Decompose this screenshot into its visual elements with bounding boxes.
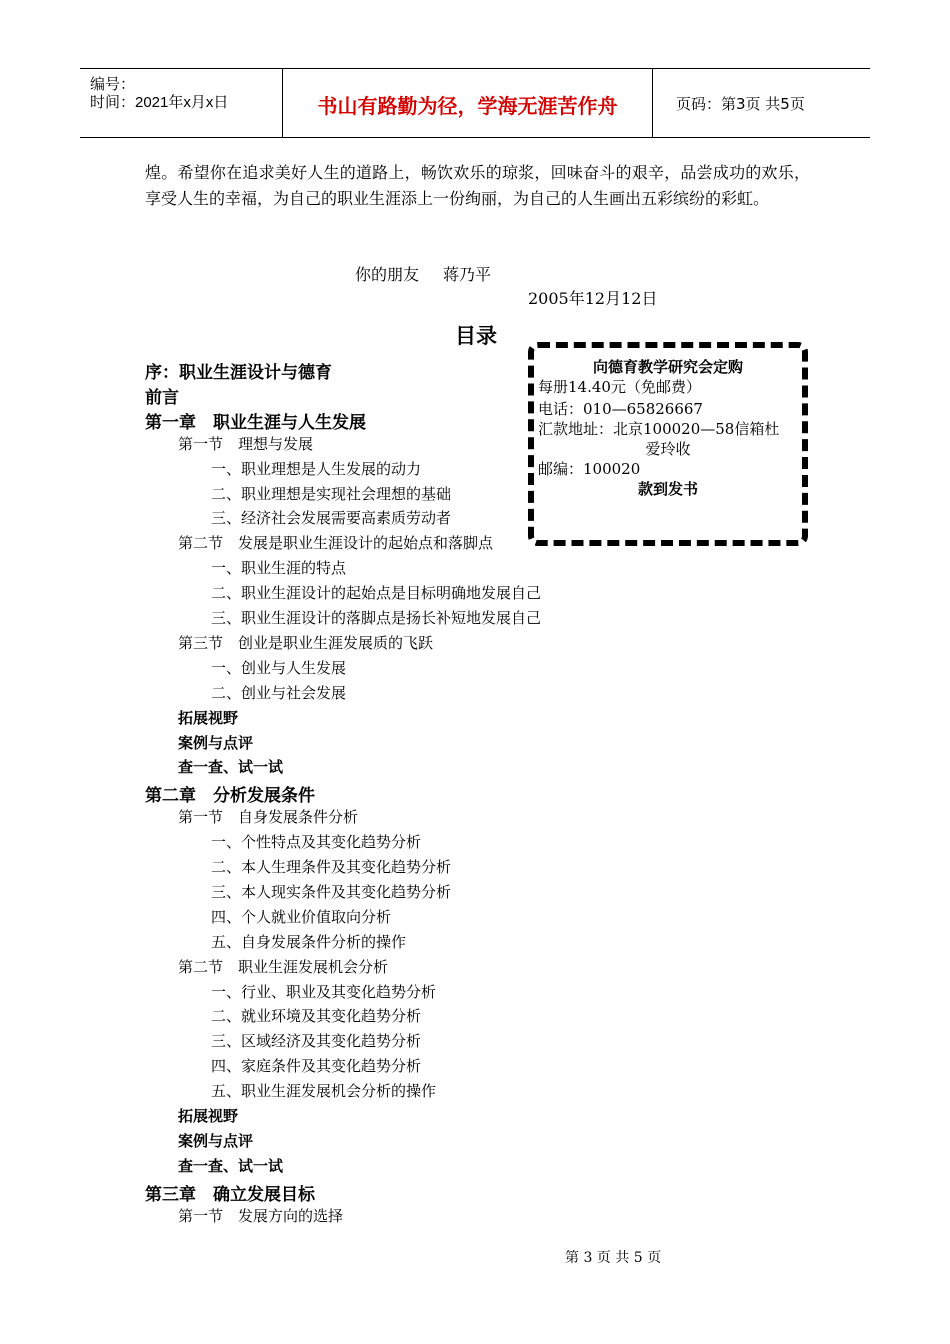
toc-entry: 四、个人就业价值取向分析 xyxy=(211,907,392,926)
toc-entry: 第二节 职业生涯发展机会分析 xyxy=(178,957,389,976)
header-page-label xyxy=(664,69,870,137)
signature-name: 蒋乃平 xyxy=(443,265,492,284)
toc-entry: 二、就业环境及其变化趋势分析 xyxy=(211,1007,422,1026)
toc-entry: 二、职业生涯设计的起始点是目标明确地发展自己 xyxy=(211,584,542,603)
header-meta-cell xyxy=(80,69,283,137)
toc-entry: 二、创业与社会发展 xyxy=(211,683,347,702)
signature-date: 2005年12月12日 xyxy=(528,289,658,308)
toc-entry: 二、职业理想是实现社会理想的基础 xyxy=(211,484,452,503)
toc-entry: 第二章 分析发展条件 xyxy=(145,786,315,807)
header-number-label: 编号： xyxy=(90,76,136,93)
toc-entry: 案例与点评 xyxy=(178,1131,254,1150)
toc-entry: 一、职业生涯的特点 xyxy=(211,559,347,578)
signature-line xyxy=(355,262,491,285)
toc-entry: 前言 xyxy=(145,387,179,408)
toc-entry: 拓展视野 xyxy=(178,1107,239,1125)
page-header xyxy=(80,68,870,138)
order-box-footer: 款到发书 xyxy=(637,480,698,498)
toc-entry: 一、职业理想是人生发展的动力 xyxy=(211,459,422,478)
toc-entry: 第三节 创业是职业生涯发展质的飞跃 xyxy=(178,633,434,652)
toc-entry: 一、行业、职业及其变化趋势分析 xyxy=(211,982,437,1001)
toc-entry: 第一节 发展方向的选择 xyxy=(178,1206,344,1225)
order-box-postcode: 邮编：100020 xyxy=(538,460,641,478)
toc-entry: 三、经济社会发展需要高素质劳动者 xyxy=(211,509,452,528)
toc-entry: 案例与点评 xyxy=(178,733,254,752)
order-box-title: 向德育教学研究会定购 xyxy=(592,358,743,376)
order-box-price: 每册14.40元（免邮费） xyxy=(538,378,701,396)
order-box-phone: 电话：010—65826667 xyxy=(538,400,703,418)
order-info-box xyxy=(528,342,808,546)
body-paragraph: 煌。希望你在追求美好人生的道路上，畅饮欢乐的琼浆，回味奋斗的艰辛，品尝成功的欢乐，享受人生的幸福，为自己的职业生涯添上一份绚丽，为自己的人生画出五彩缤纷的彩虹。 xyxy=(145,163,810,208)
toc-entry: 一、个性特点及其变化趋势分析 xyxy=(211,833,422,852)
signature-friend: 你的朋友 xyxy=(355,265,420,284)
toc-entry: 三、区域经济及其变化趋势分析 xyxy=(211,1032,422,1051)
toc-entry: 第三章 确立发展目标 xyxy=(145,1184,315,1205)
toc-entry: 五、职业生涯发展机会分析的操作 xyxy=(211,1082,437,1101)
order-box-recipient: 爱玲收 xyxy=(645,440,691,458)
header-page-text: 页码：第3页 共5页 xyxy=(676,94,805,113)
toc-entry: 五、自身发展条件分析的操作 xyxy=(211,932,407,951)
order-box-address: 汇款地址：北京100020—58信箱杜 xyxy=(538,420,780,438)
toc-entry: 三、本人现实条件及其变化趋势分析 xyxy=(211,882,452,901)
header-motto: 书山有路勤为径，学海无涯苦作舟 xyxy=(283,69,653,137)
header-date-label: 时间：2021年x月x日 xyxy=(90,94,229,111)
toc-entry: 一、创业与人生发展 xyxy=(211,658,347,677)
toc-entry: 拓展视野 xyxy=(178,708,239,727)
toc-entry: 序：职业生涯设计与德育 xyxy=(145,363,332,383)
toc-entry: 第二节 发展是职业生涯设计的起始点和落脚点 xyxy=(178,534,494,553)
toc-title: 目录 xyxy=(455,324,497,348)
toc-entry: 查一查、试一试 xyxy=(178,758,284,777)
toc-entry: 第一节 自身发展条件分析 xyxy=(178,808,359,827)
toc-entry: 四、家庭条件及其变化趋势分析 xyxy=(211,1057,422,1076)
toc-entry: 第一节 理想与发展 xyxy=(178,434,314,453)
toc-entry: 二、本人生理条件及其变化趋势分析 xyxy=(211,858,452,876)
toc-entry: 三、职业生涯设计的落脚点是扬长补短地发展自己 xyxy=(211,609,542,627)
toc-entry: 查一查、试一试 xyxy=(178,1156,284,1175)
page-footer: 第 3 页 共 5 页 xyxy=(565,1250,662,1266)
toc-entry: 第一章 职业生涯与人生发展 xyxy=(145,412,366,433)
